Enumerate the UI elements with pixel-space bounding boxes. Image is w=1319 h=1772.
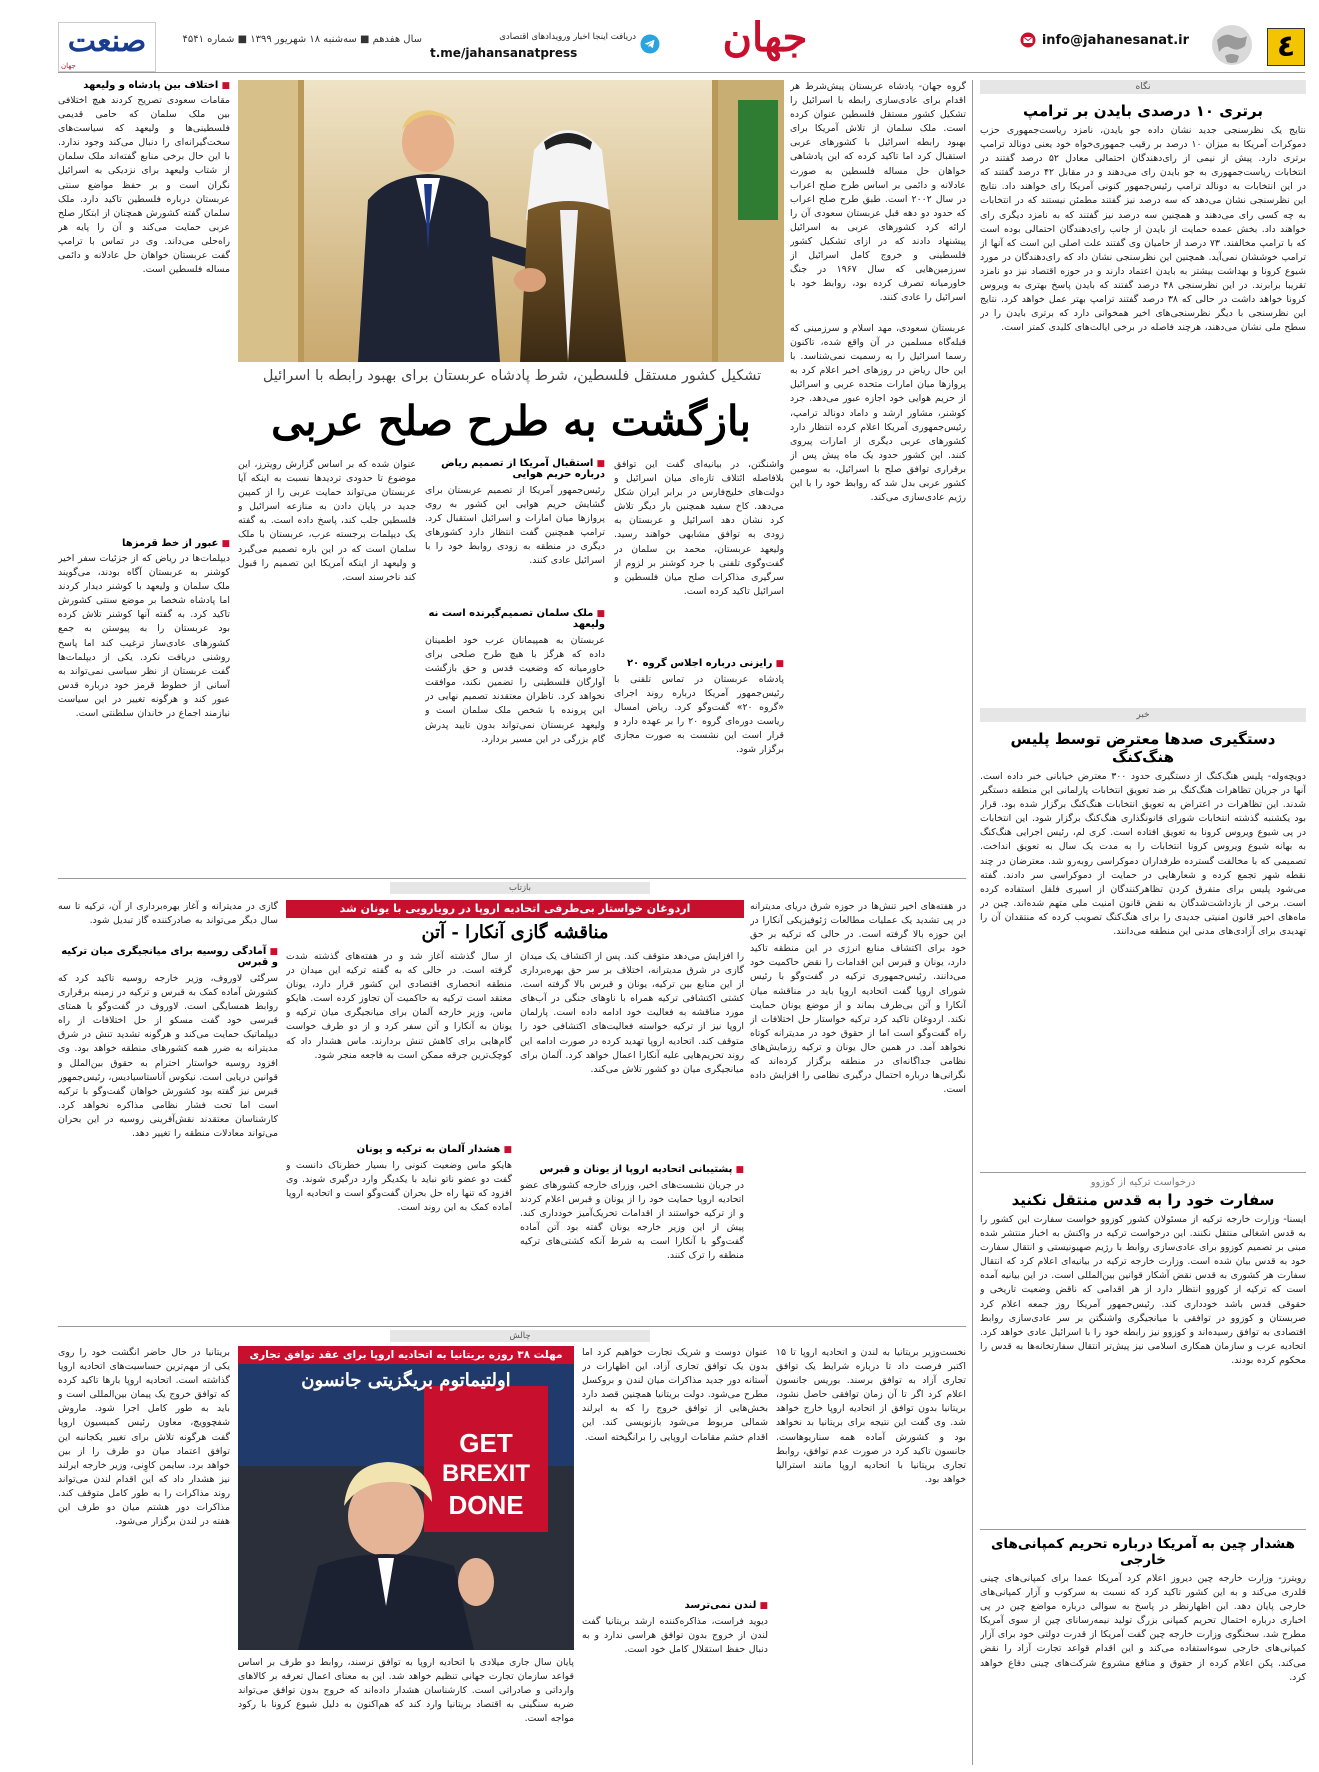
middle-body-3: از سال گذشته آغاز شد و در هفته‌های گذشته شدت گرفته است. در حالی که به گفته ترکیه این میدان در منطقه انحصاری اقتصادی این کشور قرار دارد، یونان معتقد است ترکیه به حاکمیت آن تجاوز کرده است. هایکو ماس، وزیر خارجه آلمان برای میانجیگری میان ترکیه و یونان به آنکارا و آتن سفر کرد و از دو طرف خواست گام‌هایی برای کاهش تنش بردارند. ماس هشدار داد که کوچک‌ترین جرقه ممکن است به فاجعه منجر شود. (286, 951, 512, 1061)
side-subhead-2: ■ عبور از خط قرمزها (58, 538, 230, 549)
lead-subhead-3: ■ ملک سلمان تصمیم‌گیرنده است نه ولیعهد (425, 608, 605, 630)
note1-label: نگاه (980, 80, 1306, 94)
bottom-redline: مهلت ۳۸ روزه بریتانیا به اتحادیه اروپا برای عقد توافق تجاری (238, 1346, 574, 1364)
note3-body: ایسنا- وزارت خارجه ترکیه از مسئولان کشور کوزوو خواست سفارت این کشور را به قدس اشغالی منتقل نکنند. این درخواست ترکیه در واکنش به اخبار منتشر شده مبنی بر تصمیم کوزوو برای عادی‌سازی روابط با رژیم صهیونیستی و انتقال سفارت خود به قدس بیان شده است. وزارت خارجه ترکیه در بیانیه‌ای اعلام کرد که انتقال سفارت هر کشوری به قدس نقض آشکار قوانین بین‌المللی است. در این بیانیه آمده است که ترکیه از کوزوو انتظار دارد از هر اقدامی که ناقض وضعیت تاریخی و حقوقی قدس باشد خودداری کند. رئیس‌جمهور آمریکا روز جمعه اعلام کرد صربستان و کوزوو در توافقی با میانجیگری واشنگتن بر سر عادی‌سازی روابط اقتصادی به توافق رسیده‌اند و کوزوو نیز رابطه خود را با اسرائیل عادی خواهد کرد. اتحادیه عرب و سازمان همکاری اسلامی نیز پیش‌تر انتقال سفارتخانه‌ها به قدس را محکوم کرده بودند. (980, 1214, 1306, 1366)
middle-body-2b: در جریان نشست‌های اخیر، وزرای خارجه کشورهای عضو اتحادیه اروپا حمایت خود را از یونان و قبرس اعلام کردند و از ترکیه خواستند از اقدامات تحریک‌آمیز خودداری کند. پیش از این وزیر خارجه یونان گفته بود آتن آماده گفت‌وگو با آنکارا است به شرط آنکه کشتی‌های ترکیه منطقه را ترک کنند. (520, 1180, 744, 1262)
issue-info: سال هفدهم ■ سه‌شنبه ۱۸ شهریور ۱۳۹۹ ■ شماره ۴۵۴۱ (182, 34, 422, 45)
telegram-link[interactable]: t.me/jahansanatpress (430, 46, 578, 60)
lead-body-b: واشنگتن، در بیانیه‌ای گفت این توافق بلافاصله ائتلاف تازه‌ای میان اسرائیل و دولت‌های خلیج‌فارس در برابر ایران شکل می‌دهد. کاخ سفید همچنین بار دیگر تلاش کرد نشان دهد اسرائیل و عربستان به زودی به توافق مشابهی خواهند رسید. ولیعهد عربستان، محمد بن سلمان در گفت‌وگوی تلفنی با جرد کوشنر بر لزوم از سرگیری مذاکرات صلح میان فلسطین و اسرائیل تاکید کرده است. (614, 459, 784, 597)
bottom-title: اولتیماتوم بریگزیتی جانسون (301, 1370, 511, 1391)
middle-subhead-2: ■ هشدار آلمان به ترکیه و یونان (286, 1144, 512, 1155)
bottom-col-3: پایان سال جاری میلادی با اتحادیه اروپا به توافق نرسند، روابط دو طرف بر اساس قواعد سازمان تجارت جهانی تنظیم خواهد شد. این به معنای اعمال تعرفه بر کالاهای وارداتی و صادراتی است. کارشناسان هشدار داده‌اند که خروج بدون توافق می‌تواند ضربه سنگینی به اقتصاد بریتانیا وارد کند که هم‌اکنون به دلیل شیوع کرونا با رکود مواجه است. (238, 1657, 574, 1725)
note2-label: خبر (980, 708, 1306, 722)
sidebar-right (980, 80, 1306, 1765)
middle-body-3b: هایکو ماس وضعیت کنونی را بسیار خطرناک دانست و گفت دو عضو ناتو نباید با یکدیگر وارد درگیری شوند. وی افزود که تنها راه حل بحران گفت‌وگو است و اتحادیه اروپا آماده کمک به این روند است. (286, 1160, 512, 1214)
lead-col-b (614, 458, 784, 870)
lead-body-c: رئیس‌جمهور آمریکا از تصمیم عربستان برای گشایش حریم هوایی این کشور به روی پروازها میان امارات و اسرائیل استقبال کرد. ترامپ همچنین گفت انتظار دارد کشورهای دیگری در منطقه به زودی روابط خود را با اسرائیل عادی کنند. (425, 485, 605, 567)
sign-line-2: BREXIT (441, 1460, 530, 1487)
telegram-block (430, 30, 660, 70)
lead-kicker: تشکیل کشور مستقل فلسطین، شرط پادشاه عربستان برای بهبود رابطه با اسرائیل (262, 368, 762, 384)
lead-body-b2: پادشاه عربستان در تماس تلفنی با رئیس‌جمهور آمریکا درباره روند اجرای «گروه ۲۰» گفت‌وگو کرد. ریاض امسال ریاست دوره‌ای گروه ۲۰ را بر عهده دارد و قرار است این نشست به صورت مجازی برگزار شود. (614, 674, 784, 756)
section-title: جهان (722, 14, 808, 61)
middle-col-2 (520, 950, 744, 1320)
middle-body-2: را افزایش می‌دهد متوقف کند. پس از اکتشاف یک میدان گازی در شرق مدیترانه، اختلاف بر سر حق بهره‌برداری از این منابع بین ترکیه، یونان و قبرس بالا گرفته است. کشتی اکتشافی ترکیه همراه با ناوهای جنگی در آب‌های مورد مناقشه به فعالیت خود ادامه داده است. پارلمان اروپا نیز از ترکیه خواسته فعالیت‌های اکتشافی خود را متوقف کند. اتحادیه اروپا تهدید کرده در صورت ادامه این روند تحریم‌هایی علیه آنکارا اعمال خواهد کرد. آلمان برای میانجیگری میان دو کشور تلاش می‌کند. (520, 951, 744, 1075)
middle-body-4: گازی در مدیترانه و آغاز بهره‌برداری از آن، ترکیه تا سه سال دیگر می‌تواند به صادرکننده گاز تبدیل شود. (58, 901, 278, 927)
bottom-body-2: عنوان دوست و شریک تجارت خواهیم کرد اما بدون یک توافق تجاری آزاد. این اظهارات در آستانه دور جدید مذاکرات میان لندن و بروکسل مطرح می‌شود. دولت بریتانیا همچنین قصد دارد بخش‌هایی از توافق خروج را که به ایرلند شمالی مربوط می‌شود بازنویسی کند. این اقدام خشم مقامات اروپایی را برانگیخته است. (582, 1347, 768, 1443)
lead-title: بازگشت به طرح صلح عربی (271, 397, 751, 445)
note3-kicker: درخواست ترکیه از کوزوو (1090, 1177, 1196, 1188)
middle-subhead-1: ■ پشتیبانی اتحادیه اروپا از یونان و قبرس (520, 1164, 744, 1175)
lead-body-c2: عربستان به همپیمانان عرب خود اطمینان داده که هرگز با هیچ طرح صلحی برای خاورمیانه که وضعیت قدس و حق بازگشت آوارگان فلسطینی را تضمین نکند، موافقت نخواهد کرد. ناظران معتقدند تصمیم نهایی در این پرونده با شخص ملک سلمان است و ولیعهد عربستان نمی‌تواند بدون تایید پدرش گام بزرگی در این مسیر بردارد. (425, 635, 605, 745)
newspaper-logo (58, 22, 156, 72)
middle-title: مناقشه گازی آنکارا - آتن (421, 922, 609, 943)
lead-photo (238, 80, 784, 362)
side-body-1: مقامات سعودی تصریح کردند هیچ اختلافی بین ملک سلمان که حامی قدیمی فلسطینی‌ها و ولیعهد که سیاست‌های سخت‌گیرانه‌ای را دنبال می‌کند وجود ندارد. با این حال برخی منابع گفته‌اند ملک سلمان از شتاب ولیعهد برای نزدیکی به اسرائیل نگران است و بر حفظ مواضع سنتی عربستان درباره فلسطین تاکید دارد. ملک سلمان گفته کشورش همچنان از ابتکار صلح عربی حمایت می‌کند و آن را پایه هر راه‌حلی می‌داند. وی در تماس با ترامپ گفت عربستان خواهان حل عادلانه و دائمی مساله فلسطین است. (58, 95, 230, 276)
lead-body-a: عربستان سعودی، مهد اسلام و سرزمینی که قبله‌گاه مسلمین در آن واقع شده، تاکنون رسما اسرائیل را به رسمیت نمی‌شناسد. با این حال ریاض در روزهای اخیر اعلام کرد به پروازها میان امارات متحده عربی و اسرائیل از حریم هوایی خود اجازه عبور می‌دهد. جرد کوشنر، مشاور ارشد و داماد دونالد ترامپ، رئیس‌جمهوری آمریکا اعلام کرده انتظار دارد کشورهای عربی دیگری از امارات پیروی کنند. این کشور حدود یک ماه پیش پس از برقراری توافق صلح با اسرائیل، به سومین کشور عربی بدل شد که روابط خود را با این رژیم عادی‌سازی می‌کند. (790, 323, 966, 504)
lead-col-c (425, 458, 605, 870)
side-subhead-1: ■ اختلاف بین پادشاه و ولیعهد (58, 80, 230, 91)
lead-intro: گروه جهان- پادشاه عربستان پیش‌شرط هر اقدام برای عادی‌سازی رابطه با اسرائیل را تشکیل کشور مستقل فلسطین عنوان کرده است. ملک سلمان از تلاش آمریکا برای بهبود رابطه اسرائیل با کشورهای عربی استقبال کرد اما تاکید کرده که این پادشاهی خواهان حل مساله فلسطین به صورت عادلانه و دائمی بر اساس طرح صلح اعراب در سال ۲۰۰۲ است. طبق طرح صلح اعراب که حدود دو دهه قبل عربستان سعودی آن را ارائه کرد کشورهای عربی به اسرائیل پیشنهاد دادند که در ازای تشکیل کشور فلسطینی و خروج کامل اسرائیل از سرزمین‌هایی که سال ۱۹۶۷ در جنگ خاورمیانه تصرف کرده بود، روابط خود با اسرائیل را عادی کنند. (790, 81, 966, 304)
note4-body: رویترز- وزارت خارجه چین دیروز اعلام کرد آمریکا عمدا برای کمپانی‌های چینی قلدری می‌کند و به این کشور تاکید کرد که نسبت به سرکوب و آزار کمپانی‌های خارجی پایان دهد. این اظهارنظر در پاسخ به سوالی درباره مواضع چین در پی اخباری درباره احتمال تحریم کمپانی بزرگ تولید نیمه‌رسانای چین از سوی آمریکا مطرح شد. سخنگوی وزارت خارجه چین گفت آمریکا از قدرت دولتی خود برای آزار کمپانی‌های خارجی سوءاستفاده می‌کند و این اقدام قواعد تجارت آزاد را نقض می‌کند. پکن اعلام کرده از حقوق و منافع مشروع شرکت‌های چینی دفاع خواهد کرد. (980, 1573, 1306, 1683)
mail-icon (1020, 32, 1036, 48)
lead-side-col (58, 80, 230, 870)
globe-icon (1207, 22, 1257, 68)
page-header (0, 0, 1319, 72)
middle-label: بازتاب (390, 882, 650, 894)
note3-title: سفارت خود را به قدس منتقل نکنید (1011, 1191, 1275, 1209)
bottom-col-1: نخست‌وزیر بریتانیا به لندن و اتحادیه اروپا تا ۱۵ اکتبر فرصت داد تا درباره شرایط یک توافق تجاری آزاد به توافق برسند. بوریس جانسون اعلام کرد اگر تا آن زمان توافقی حاصل نشود، بریتانیا بدون توافق از اتحادیه اروپا خارج خواهد شد. وی گفت این نتیجه برای بریتانیا بد نخواهد بود و کشورش آماده همه سناریوهاست. جانسون تاکید کرد در صورت عدم توافق، روابط تجاری بریتانیا با اتحادیه اروپا مانند استرالیا خواهد بود. (776, 1347, 966, 1485)
middle-subhead-3: ■ آمادگی روسیه برای میانجیگری میان ترکیه و قبرس (58, 946, 278, 968)
note1-body: نتایج یک نظرسنجی جدید نشان داده جو بایدن، نامزد ریاست‌جمهوری حزب دموکرات آمریکا به میزان ۱۰ درصد بر رقیب جمهوری‌خواه خود یعنی دونالد ترامپ برتری دارد. پیش از نیمی از رای‌دهندگان احتمالی معادل ۵۲ درصد گفتند در انتخابات ریاست‌جمهوری به جو بایدن رای می‌دهند و در مقابل ۴۲ درصد گفتند که در این انتخابات به دونالد ترامپ رئیس‌جمهور کنونی آمریکا رای خواهند داد. نتایج این نظرسنجی نشان می‌دهد که سه درصد نیز گفتند مطمئن نیستند که در انتخابات به چه کسی رای می‌دهند و همچنین سه درصد نیز گفتند که به نامزد دیگری رای خواهند داد. بخش عمده حمایت از بایدن از جانب رای‌دهندگان احتمالی بوده است که با ترامپ مخالفند. ۷۳ درصد از حامیان وی گفتند علت اصلی این است که آنها از ترامپ خوششان نمی‌آید. همچنین این نظرسنجی نشان داد که رای‌دهندگان در مورد شیوع کرونا و بهداشت بیشتر به بایدن اعتماد دارند و در حوزه اقتصاد نیز دو نامزد تقریبا برابرند. در این نظرسنجی ۴۸ درصد گفتند که بایدن پاسخ بهتری به ویروس کرونا خواهد داشت در حالی که ۳۸ درصد گفتند ترامپ بهتر عمل خواهد کرد. نتایج این نظرسنجی با دیگر نظرسنجی‌های اخیر همخوانی دارد که برتری بایدن را در سطح ملی نشان می‌دهند، هرچند فاصله در برخی ایالت‌های کلیدی کمتر است. (980, 125, 1306, 334)
bottom-label: چالش (390, 1330, 650, 1342)
bottom-subhead-1: ■ لندن نمی‌ترسد (582, 1600, 768, 1611)
middle-col-3 (286, 950, 512, 1320)
telegram-icon[interactable] (640, 34, 660, 54)
note2-title: دستگیری صدها معترض توسط پلیس هنگ‌کنگ (1010, 730, 1276, 766)
email-line (1020, 30, 1189, 50)
sign-line-1: GET (459, 1428, 513, 1458)
page-number-box (1267, 28, 1305, 66)
logo-text: صنعت (67, 24, 147, 59)
bottom-photo (238, 1346, 574, 1650)
bottom-body-2b: دیوید فراست، مذاکره‌کننده ارشد بریتانیا گفت لندن از خروج بدون توافق هراسی ندارد و به دنبال حفظ استقلال کامل خود است. (582, 1616, 768, 1656)
middle-col-4 (58, 900, 278, 1320)
logo-sub: جهان (61, 62, 76, 70)
middle-redline: اردوغان خواستار بی‌طرفی اتحادیه اروپا در رویارویی با یونان شد (286, 900, 744, 918)
telegram-caption: دریافت اینجا اخبار ورویدادهای اقتصادی (499, 32, 636, 42)
lead-subhead-1: ■ رایزنی درباره اجلاس گروه ۲۰ (614, 658, 784, 669)
bottom-col-2 (582, 1346, 768, 1758)
lead-body-d: عنوان شده که بر اساس گزارش رویترز، این موضوع تا حدودی تردیدها نسبت به اینکه آیا عربستان می‌تواند حمایت عربی را از کمپین جدید در پایان دادن به منازعه اسرائیل و فلسطین جلب کند، پاسخ داده است. به گفته یک دیپلمات برجسته عرب، عربستان با ملک سلمان است که در این باره تصمیم می‌گیرد و ولیعهد از اینکه آمریکا این تصمیم را قبول کند ناخرسند است. (238, 459, 416, 583)
note2-body: دویچه‌وله- پلیس هنگ‌کنگ از دستگیری حدود ۳۰۰ معترض خیابانی خبر داده است. آنها در جریان تظاهرات هنگ‌کنگ بر ضد تعویق انتخابات پارلمانی این منطقه دستگیر شدند. این تظاهرات در اعتراض به تعویق انتخابات هنگ‌کنگ برگزار شده بود. قرار بود یکشنبه گذشته انتخابات شورای قانونگذاری هنگ‌کنگ برگزار شود. این انتخابات در پی شیوع ویروس کرونا به تعویق افتاده است. کری لم، رئیس اجرایی هنگ‌کنگ به بهانه شیوع ویروس کرونا انتخابات را به مدت یک سال به تعویق انداخت. تصمیمی که با مخالفت گسترده طرفداران دموکراسی روبه‌رو شد. معترضان در چند نقطه شهر تجمع کرده و شعارهایی در حمایت از دموکراسی سر دادند. گفته می‌شود پلیس برای متفرق کردن تظاهرکنندگان از اسپری فلفل استفاده کرده است. برخی از بازداشت‌شدگان به نقض قانون امنیت ملی متهم شده‌اند. چین در ماه‌های اخیر قانون امنیتی جدیدی را برای هنگ‌کنگ تصویب کرده که منتقدان آن را تهدیدی برای آزادی‌های مدنی این منطقه می‌دانند. (980, 771, 1306, 938)
note1-title: برتری ۱۰ درصدی بایدن بر ترامپ (1023, 102, 1263, 120)
side-body-2: دیپلمات‌ها در ریاض که از جزئیات سفر اخیر کوشنر به عربستان آگاه بودند، می‌گویند ملک سلمان و ولیعهد با کوشنر دیدار کردند اما پادشاه شخصا بر موضع سنتی کشورش تاکید کرد. به گفته آنها کوشنر تلاش کرده بود عربستان را به پیوستن به جمع کشورهای عادی‌ساز ترغیب کند اما پاسخ روشنی دریافت نکرد. یکی از دیپلمات‌ها گفت عربستان از نظر سیاسی نمی‌تواند به آسانی از خطوط قرمز خود درباره قدس عبور کند و هرگونه تغییر در این سیاست نیازمند اجماع در خاندان سلطنتی است. (58, 553, 230, 720)
lead-subhead-2: ■ استقبال آمریکا از تصمیم ریاض درباره حریم هوایی (425, 458, 605, 480)
middle-body-4b: سرگئی لاوروف، وزیر خارجه روسیه تاکید کرد که کشورش آماده کمک به قبرس و ترکیه در زمینه برقراری روابط همسایگی است. لاوروف در گفت‌وگو با همتای قبرسی خود گفت مسکو از حل اختلافات از راه دیپلماتیک حمایت می‌کند و هرگونه تشدید تنش در شرق مدیترانه به ضرر همه کشورهای منطقه خواهد بود. وی افزود روسیه خواستار احترام به حقوق بین‌الملل و قوانین دریایی است. نیکوس آناستاسیادیس، رئیس‌جمهور قبرس نیز گفته بود کشورش خواهان گفت‌وگو با ترکیه است اما تحت فشار نظامی مذاکره نخواهد کرد. کارشناسان معتقدند نقش‌آفرینی روسیه در این بحران می‌تواند معادلات منطقه را تغییر دهد. (58, 973, 278, 1140)
sign-line-3: DONE (448, 1490, 524, 1520)
note4-title: هشدار چین به آمریکا درباره تحریم کمپانی‌های خارجی (991, 1536, 1295, 1568)
page-number: ٤ (1276, 29, 1296, 64)
bottom-col-4: بریتانیا در حال حاضر انگشت خود را روی یکی از مهم‌ترین حساسیت‌های اتحادیه اروپا گذاشته است. اتحادیه اروپا بارها تاکید کرده که توافق خروج یک پیمان بین‌المللی است و باید به طور کامل اجرا شود. ماروش شفچوویچ، معاون رئیس کمیسیون اروپا گفت هرگونه تلاش برای تغییر یکجانبه این توافق اعتماد میان دو طرف را از بین خواهد برد. سایمن کاوِنی، وزیر خارجه ایرلند نیز هشدار داد که این اقدام لندن می‌تواند روند مذاکرات را به طور کامل متوقف کند. مذاکرات دور هشتم میان دو طرف این هفته در لندن برگزار می‌شود. (58, 1347, 230, 1528)
middle-col-1: در هفته‌های اخیر تنش‌ها در حوزه شرق دریای مدیترانه در پی تشدید یک عملیات مطالعات ژئوفیزیکی آنکارا در این حوزه بالا گرفته است. در حالی که ترکیه بر حق خود برای اکتشاف منابع انرژی در این منطقه تاکید دارد، یونان و قبرس این اقدامات را نقض حاکمیت خود می‌دانند. رئیس‌جمهوری ترکیه در گفت‌وگو با رئیس شورای اروپا گفت اتحادیه اروپا باید در مناقشه میان آنکارا و آتن بی‌طرف بماند و از موضع یونان حمایت نکند. اردوغان تاکید کرد ترکیه خواستار حل اختلافات از راه گفت‌وگو است اما از حقوق خود در مدیترانه کوتاه نخواهد آمد. در همین حال یونان و ترکیه رزمایش‌های نظامی جداگانه‌ای در منطقه برگزار کرده‌اند که نگرانی‌ها درباره احتمال درگیری نظامی را افزایش داده است. (750, 901, 966, 1096)
email-address[interactable]: info@jahanesanat.ir (1041, 32, 1189, 48)
